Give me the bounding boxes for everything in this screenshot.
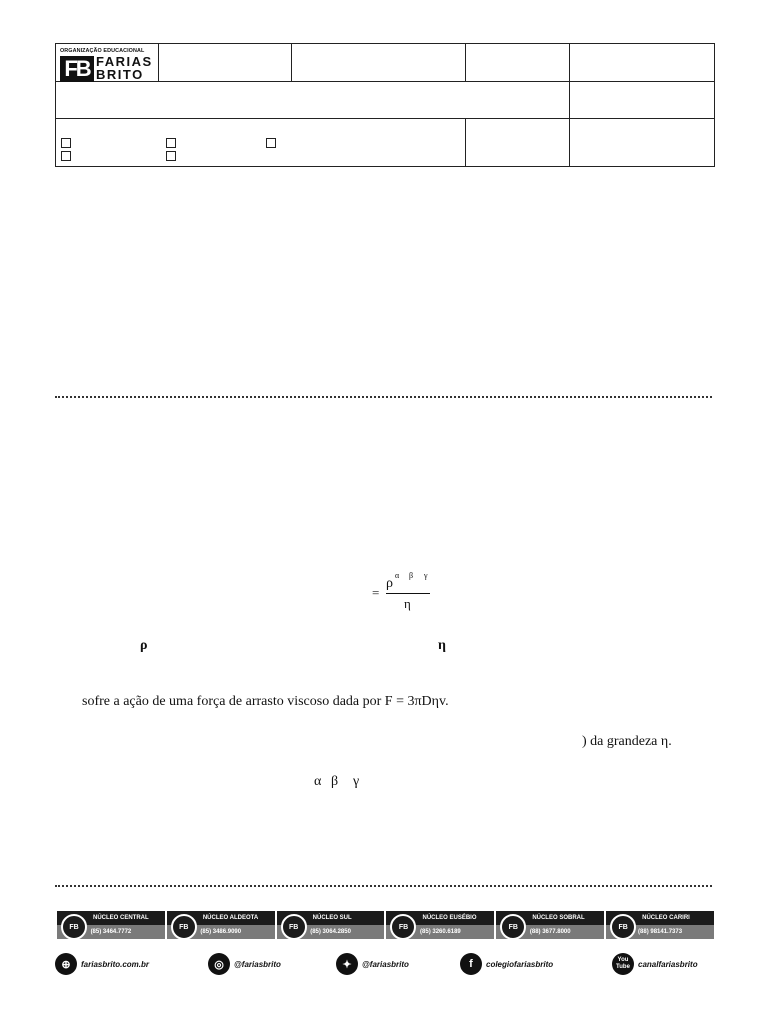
formula-equals: = <box>372 585 380 600</box>
greek-beta: β <box>331 774 339 789</box>
checkbox-1[interactable] <box>61 138 71 148</box>
fb-icon: FB <box>390 914 416 940</box>
header-field-7[interactable] <box>570 119 715 167</box>
fb-icon: FB <box>610 914 636 940</box>
body-line-1: sofre a ação de uma força de arrasto viscoso dada por F = 3πDηv. <box>82 694 449 709</box>
logo-name: FARIAS BRITO <box>96 54 153 82</box>
formula-numerator: ρ <box>386 576 393 591</box>
twitter-icon: ✦ <box>336 953 358 975</box>
social-twitter[interactable]: ✦ @fariasbrito <box>336 953 409 975</box>
fb-icon: FB <box>500 914 526 940</box>
eta-symbol: η <box>438 638 446 653</box>
formula-exp-alpha: α <box>395 571 400 580</box>
unit-sul: FB NÚCLEO SUL (85) 3064.2850 <box>277 911 385 939</box>
checkbox-4[interactable] <box>61 151 71 161</box>
header-table <box>55 43 715 167</box>
header-field-1[interactable] <box>159 44 292 82</box>
checkbox-2[interactable] <box>166 138 176 148</box>
social-instagram[interactable]: ◎ @fariasbrito <box>208 953 281 975</box>
unit-central: FB NÚCLEO CENTRAL (85) 3464.7772 <box>57 911 165 939</box>
logo-mark: FB <box>60 56 94 82</box>
instagram-icon: ◎ <box>208 953 230 975</box>
header-field-4[interactable] <box>570 44 715 82</box>
rho-symbol: ρ <box>140 638 148 653</box>
checkbox-3[interactable] <box>266 138 276 148</box>
unit-sobral: FB NÚCLEO SOBRAL (88) 3677.8000 <box>496 911 604 939</box>
greek-alpha: α <box>314 774 322 789</box>
social-youtube[interactable]: You Tube canalfariasbrito <box>612 953 698 975</box>
footer-units <box>57 911 714 939</box>
social-facebook[interactable]: f colegiofariasbrito <box>460 953 553 975</box>
unit-cariri: FB NÚCLEO CARIRI (88) 98141.7373 <box>606 911 714 939</box>
divider-top <box>55 396 712 398</box>
farias-brito-logo <box>60 48 156 82</box>
fb-icon: FB <box>281 914 307 940</box>
body-line-2: ) da grandeza η. <box>582 734 672 749</box>
header-field-name[interactable] <box>56 82 570 119</box>
formula-exp-gamma: γ <box>424 571 428 580</box>
fb-icon: FB <box>171 914 197 940</box>
fb-icon: FB <box>61 914 87 940</box>
checkbox-5[interactable] <box>166 151 176 161</box>
unit-eusebio: FB NÚCLEO EUSÉBIO (85) 3260.6189 <box>386 911 494 939</box>
divider-bottom <box>55 885 712 887</box>
header-field-2[interactable] <box>292 44 466 82</box>
greek-gamma: γ <box>353 774 360 789</box>
social-site[interactable]: ⊕ fariasbrito.com.br <box>55 953 149 975</box>
fraction-bar <box>386 593 430 594</box>
formula-denominator: η <box>404 596 411 611</box>
header-field-3[interactable] <box>466 44 570 82</box>
header-field-5[interactable] <box>570 82 715 119</box>
unit-aldeota: FB NÚCLEO ALDEOTA (85) 3486.9090 <box>167 911 275 939</box>
formula-exp-beta: β <box>409 571 414 580</box>
youtube-icon: You Tube <box>612 953 634 975</box>
globe-icon: ⊕ <box>55 953 77 975</box>
header-field-6[interactable] <box>466 119 570 167</box>
header-checkbox-cell <box>56 119 466 167</box>
facebook-icon: f <box>460 953 482 975</box>
logo-subtitle: ORGANIZAÇÃO EDUCACIONAL <box>60 48 145 54</box>
logo-cell <box>56 44 159 82</box>
